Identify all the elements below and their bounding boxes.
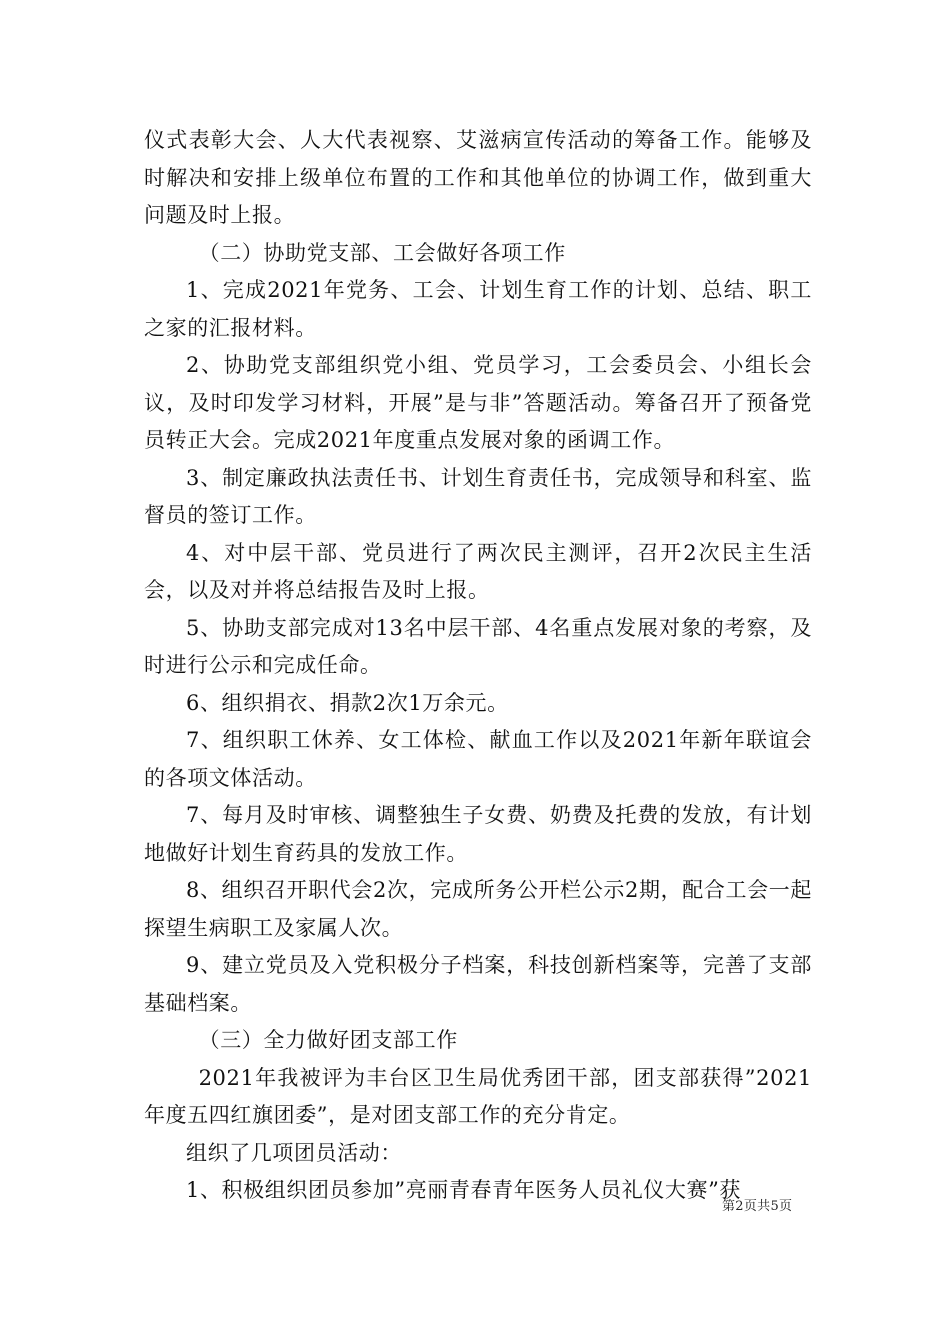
paragraph-item-3: 3、制定廉政执法责任书、计划生育责任书，完成领导和科室、监督员的签订工作。 [144,465,812,527]
section-heading-2: （二）协助党支部、工会做好各项工作 [198,240,566,265]
section-heading-3: （三）全力做好团支部工作 [198,1028,458,1052]
paragraph-item-9: 9、建立党员及入党积极分子档案，科技创新档案等，完善了支部基础档案。 [144,953,812,1015]
paragraph-item-6: 6、组织捐衣、捐款2次1万余元。 [186,690,509,715]
paragraph-item-7a: 7、组织职工休养、女工体检、献血工作以及2021年新年联谊会的各项文体活动。 [144,728,812,790]
paragraph-item-7b: 7、每月及时审核、调整独生子女费、奶费及托费的发放，有计划地做好计划生育药具的发放工作。 [144,803,812,865]
paragraph-item-1: 1、完成2021年党务、工会、计划生育工作的计划、总结、职工之家的汇报材料。 [144,278,812,340]
document-body [144,122,812,1210]
page-number: 第2页共5页 [722,1199,793,1214]
paragraph-item-8: 8、组织召开职代会2次，完成所务公开栏公示2期，配合工会一起探望生病职工及家属人次。 [144,878,812,940]
paragraph-continuation: 仪式表彰大会、人大代表视察、艾滋病宣传活动的筹备工作。能够及时解决和安排上级单位布置的工作和其他单位的协调工作，做到重大问题及时上报。 [144,128,812,227]
paragraph-activity-1: 1、积极组织团员参加”亮丽青春青年医务人员礼仪大赛”获 [186,1178,742,1202]
paragraph-item-5: 5、协助支部完成对13名中层干部、4名重点发展对象的考察，及时进行公示和完成任命。 [144,615,812,677]
paragraph-youth-award: 2021年我被评为丰台区卫生局优秀团干部，团支部获得”2021年度五四红旗团委”，是对团支部工作的充分肯定。 [144,1065,812,1127]
paragraph-item-2: 2、协助党支部组织党小组、党员学习，工会委员会、小组长会议，及时印发学习材料，开展”是与非”答题活动。筹备召开了预备党员转正大会。完成2021年度重点发展对象的函调工作。 [144,353,812,452]
paragraph-activities-intro: 组织了几项团员活动： [186,1140,402,1165]
paragraph-item-4: 4、对中层干部、党员进行了两次民主测评，召开2次民主生活会，以及对并将总结报告及时上报。 [144,540,812,602]
